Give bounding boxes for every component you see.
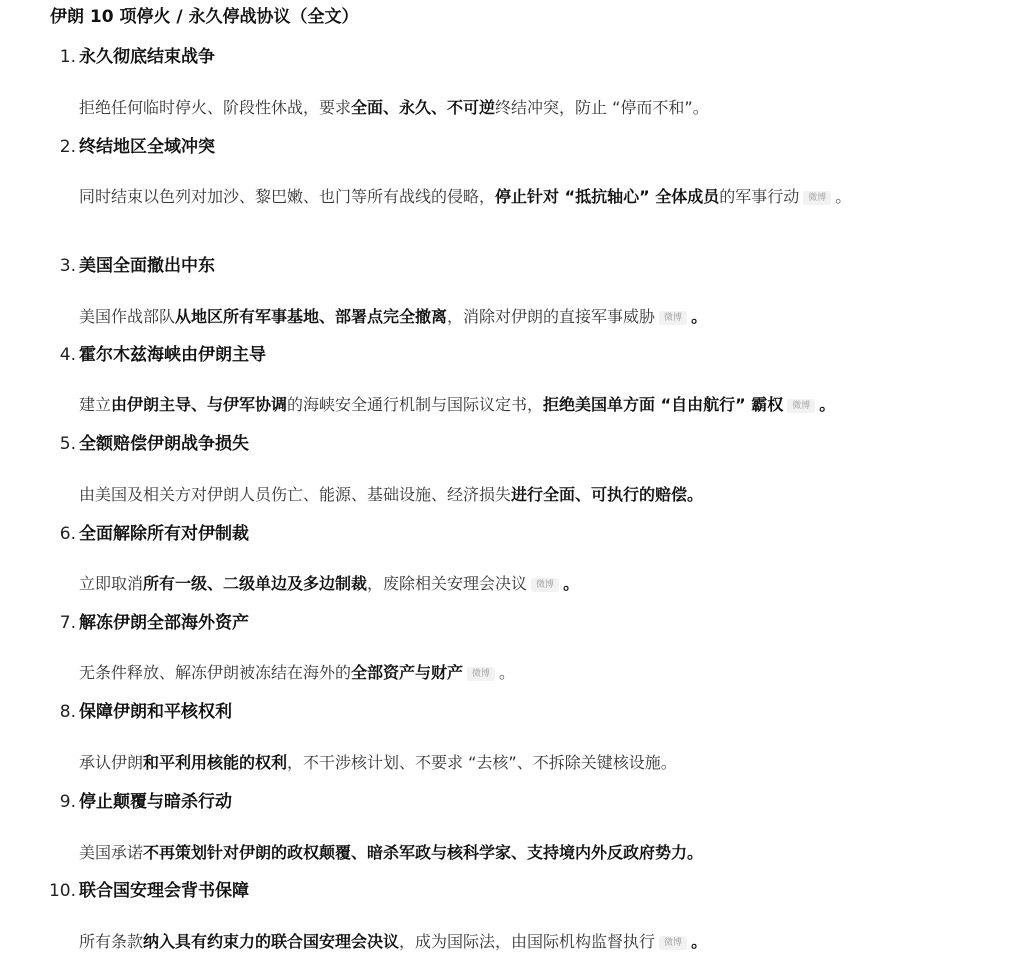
emphasized-text: 停止针对 “抵抗轴心” 全体成员 (495, 187, 720, 206)
body-text: 的军事行动 (719, 187, 800, 206)
body-text: ，废除相关安理会决议 (367, 574, 528, 593)
emphasized-text: 。 (819, 395, 836, 414)
list-item-description (79, 840, 979, 866)
list-item-description (79, 750, 979, 776)
body-text: 美国作战部队 (79, 307, 176, 326)
body-text: 。 (499, 663, 516, 682)
list-item-number: 5. (59, 434, 76, 454)
weibo-watermark: 微博 (659, 311, 687, 325)
list-item-number: 7. (59, 613, 76, 633)
body-text: 美国承诺 (79, 843, 144, 862)
list-item-heading (40, 254, 215, 278)
emphasized-text: 。 (691, 932, 708, 951)
list-item-title: 联合国安理会背书保障 (79, 881, 249, 901)
body-text: 终结冲突，防止 “停而不和”。 (495, 98, 709, 117)
emphasized-text: 从地区所有军事基地、部署点完全撤离 (175, 307, 448, 326)
list-item-title: 解冻伊朗全部海外资产 (79, 613, 249, 633)
list-item-description (79, 392, 979, 418)
weibo-watermark: 微博 (659, 936, 687, 950)
emphasized-text: 。 (691, 307, 708, 326)
list-item-description (79, 184, 979, 210)
list-item-number: 9. (59, 792, 76, 812)
body-text: 的海峡安全通行机制与国际议定书， (287, 395, 544, 414)
list-item-title: 终结地区全域冲突 (79, 137, 215, 157)
list-item-heading (40, 45, 215, 69)
emphasized-text: 全面、永久、不可逆 (351, 98, 496, 117)
list-item-description (79, 660, 979, 686)
list-item-title: 霍尔木兹海峡由伊朗主导 (79, 345, 266, 365)
list-item-number: 2. (59, 137, 76, 157)
emphasized-text: 全部资产与财产 (351, 663, 464, 682)
list-item-description (79, 95, 979, 121)
list-item-title: 美国全面撤出中东 (79, 256, 215, 276)
list-item-number: 4. (59, 345, 76, 365)
list-item-number: 6. (59, 524, 76, 544)
body-text: ，不干涉核计划、不要求 “去核”、不拆除关键核设施。 (287, 753, 677, 772)
list-item-title: 全额赔偿伊朗战争损失 (79, 434, 249, 454)
list-item-heading (40, 611, 249, 635)
emphasized-text: 进行全面、可执行的赔偿。 (511, 485, 704, 504)
list-item-title: 保障伊朗和平核权利 (79, 702, 232, 722)
emphasized-text: 由伊朗主导、与伊军协调 (111, 395, 288, 414)
list-item-description (79, 929, 979, 955)
emphasized-text: 所有一级、二级单边及多边制裁 (143, 574, 368, 593)
body-text: 同时结束以色列对加沙、黎巴嫩、也门等所有战线的侵略， (79, 187, 496, 206)
list-item-heading (40, 522, 249, 546)
list-item-heading (40, 790, 232, 814)
list-item-description (79, 304, 979, 330)
body-text: 建立 (79, 395, 112, 414)
weibo-watermark: 微博 (787, 399, 815, 413)
list-item-heading (40, 135, 215, 159)
list-item-heading (40, 879, 249, 903)
list-item-title: 永久彻底结束战争 (79, 47, 215, 67)
emphasized-text: 拒绝美国单方面 “自由航行” 霸权 (543, 395, 784, 414)
emphasized-text: 纳入具有约束力的联合国安理会决议 (143, 932, 400, 951)
emphasized-text: 不再策划针对伊朗的政权颠覆、暗杀军政与核科学家、支持境内外反政府势力。 (143, 843, 704, 862)
body-text: 拒绝任何临时停火、阶段性休战，要求 (79, 98, 352, 117)
weibo-watermark: 微博 (467, 667, 495, 681)
body-text: 无条件释放、解冻伊朗被冻结在海外的 (79, 663, 352, 682)
list-item-title: 全面解除所有对伊制裁 (79, 524, 249, 544)
list-item-description (79, 482, 979, 508)
list-item-number: 10. (48, 881, 76, 901)
body-text: ，成为国际法，由国际机构监督执行 (399, 932, 656, 951)
body-text: 。 (835, 187, 852, 206)
list-item-description (79, 571, 979, 597)
list-item-heading (40, 343, 266, 367)
emphasized-text: 和平利用核能的权利 (143, 753, 288, 772)
body-text: 所有条款 (79, 932, 144, 951)
document-title: 伊朗 10 项停火 / 永久停战协议（全文） (50, 7, 359, 27)
weibo-watermark: 微博 (531, 578, 559, 592)
emphasized-text: 。 (563, 574, 580, 593)
list-item-heading (40, 700, 232, 724)
weibo-watermark: 微博 (803, 191, 831, 205)
list-item-number: 8. (59, 702, 76, 722)
body-text: 承认伊朗 (79, 753, 144, 772)
list-item-heading (40, 432, 249, 456)
body-text: 立即取消 (79, 574, 144, 593)
body-text: 由美国及相关方对伊朗人员伤亡、能源、基础设施、经济损失 (79, 485, 512, 504)
list-item-title: 停止颠覆与暗杀行动 (79, 792, 232, 812)
body-text: ，消除对伊朗的直接军事威胁 (447, 307, 656, 326)
list-item-number: 3. (59, 256, 76, 276)
list-item-number: 1. (59, 47, 76, 67)
